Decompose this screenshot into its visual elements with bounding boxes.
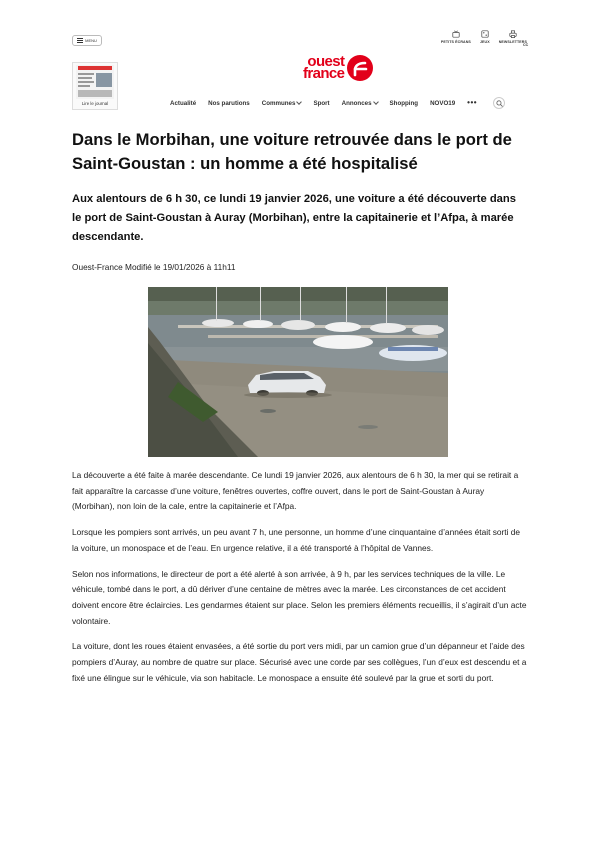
article-title: Dans le Morbihan, une voiture retrouvée dans le port de Saint-Goustan : un homme a été hospitalisé [72,130,512,173]
tv-icon [452,30,460,38]
ouest-france-logo[interactable] [303,55,373,81]
hamburger-icon [77,38,83,43]
journal-cover-image [76,65,114,99]
nav-item-nos-parutions[interactable]: Nos parutions [208,99,250,107]
journal-label: Lire le journal [81,101,109,106]
top-links [441,30,527,44]
article-paragraph: La voiture, dont les roues étaient envasées, a été sortie du port vers midi, par un camion grue d’un dépanneur et l’aide des pompiers d’Auray, au nombre de quatre sur place. Sécurisé avec une corde par ses collègues, l’un d’eux est descendu et a fixé une élingue sur le véhicule, via son habitacle. Le monospace a ensuite été soulevé par la grue et sorti du port. [72,641,527,683]
printer-icon [509,30,517,38]
article-meta: Ouest-France Modifié le 19/01/2026 à 11h11 [72,262,236,272]
article-paragraph: Selon nos informations, le directeur de port a été alerté à son arrivée, à 9 h, par les services techniques de la ville. Le véhicule, tombé dans le port, a dû dériver d’une centaine de mètres avec la marée. Les circonstances de cet accident doivent encore être éclaircies. Les gendarmes étaient sur place. Selon les premiers éléments recueillis, il s’agirait d’un acte volontaire. [72,568,527,626]
top-link-cc[interactable]: CC [523,43,529,47]
logo-mark-icon [347,55,373,81]
logo-line-france: france [303,65,345,82]
menu-label: MENU [85,38,97,43]
journal-thumbnail[interactable] [72,62,118,110]
nav-item-shopping[interactable]: Shopping [389,99,419,107]
search-button[interactable] [493,97,505,109]
menu-button[interactable] [72,35,102,46]
search-icon [496,100,503,107]
dice-icon [481,30,489,38]
top-link-jeux[interactable]: JEUX [480,30,490,44]
article-body [72,468,527,696]
nav-item-annonces[interactable]: Annonces [342,100,378,107]
top-link-newsletters[interactable]: NEWSLETTERS [499,30,527,44]
nav-item-actualite[interactable]: Actualité [170,99,197,107]
main-nav [170,97,505,109]
nav-item-communes[interactable]: Communes [262,100,302,107]
article-paragraph: La découverte a été faite à marée descendante. Ce lundi 19 janvier 2026, aux alentours de 6 h 30, la mer qui se retirait a fait apparaître la carcasse d’une voiture, fenêtres ouvertes, coffre ouvert, dans le port de Saint-Goustan à Auray (Morbihan), non loin de la cale, entre la capitainerie et l’Afpa. [72,470,519,512]
article-paragraph: Lorsque les pompiers sont arrivés, un peu avant 7 h, une personne, un homme d’une cinquantaine d’années était sorti de la voiture, un monospace et de l’eau. En urgence relative, il a été transporté à l’hôpital de Vannes. [72,527,521,553]
top-link-petits-ecrans[interactable]: PETITS ÉCRANS [441,30,471,44]
chevron-down-icon [373,99,379,105]
nav-more-button[interactable]: ••• [467,98,478,107]
article-lead: Aux alentours de 6 h 30, ce lundi 19 janvier 2026, une voiture a été découverte dans le port de Saint-Goustan à Auray (Morbihan), entre la capitainerie et l’Afpa, à marée descendante. [72,193,516,243]
logo-line-ouest: ouest [307,53,345,70]
nav-item-sport[interactable]: Sport [313,99,330,107]
nav-item-novo19[interactable]: NOVO19 [430,99,456,107]
article-photo [148,287,448,457]
chevron-down-icon [297,99,303,105]
